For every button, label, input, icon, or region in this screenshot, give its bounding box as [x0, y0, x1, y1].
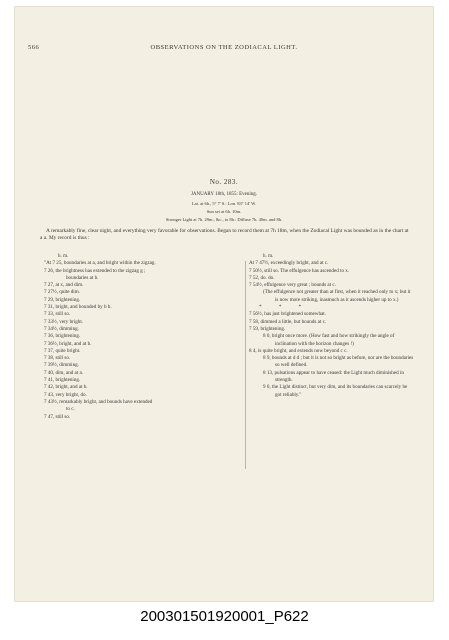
scan-identifier: 200301501920001_P622: [140, 608, 309, 625]
record-line: "At 7 25, boundaries at a, and bright within the zigzag.: [44, 260, 156, 267]
record-line: 7 37, quite bright.: [44, 347, 81, 354]
running-title: OBSERVATIONS ON THE ZODIACAL LIGHT.: [150, 44, 298, 51]
record-line: 7 27, at x, and dim.: [44, 282, 84, 289]
page-number: 566: [28, 44, 40, 51]
record-line: 7 26, the brightness has extended to the zigzag g ;: [44, 267, 146, 274]
record-line: (The effulgence not greater than at first, when it reached only to x; but it is now more striking, inasmuch as it ascends higher up to x.): [263, 289, 411, 303]
record-line: 7 47, still so.: [44, 413, 71, 420]
record-line: 7 43½, remarkably bright, and bounds have extended: [44, 398, 153, 405]
latitude-line: Lat. at 6h., 5° 7' S.: Lon. 83° 14' W.: [191, 201, 257, 206]
record-line: h. m.: [58, 253, 69, 259]
record-line: to c.: [66, 406, 75, 413]
record-line: 7 34½, dimming.: [44, 325, 79, 332]
record-line: h. m.: [263, 253, 274, 259]
record-line: 7 42, bright, and at b.: [44, 384, 88, 391]
record-line: 7 36, brightening.: [44, 333, 81, 340]
record-line: 7 59, brightening.: [249, 325, 286, 332]
record-line: 7 33½, very bright.: [44, 318, 84, 325]
record-line: 7 36½, bright, and at b.: [44, 340, 92, 347]
record-line: 7 52, do. do.: [249, 274, 275, 281]
record-line: 7 54½, effulgence very great ; bounds at c.: [249, 282, 336, 289]
record-line: 8 13, pulsations appear to have ceased: the Light much diminished in strength.: [263, 369, 404, 384]
record-line: 7 41, brightening.: [44, 377, 81, 384]
record-line: 8 9, bounds at d d ; but it is not so bright as before, nor are the boundaries so well defined.: [263, 355, 414, 369]
record-line: * * *: [259, 304, 310, 311]
intro-paragraph: A remarkably fine, clear night, and everything very favorable for observations. Began to record them at 7h 18m, when the Zodiacal Light was bounded as in the chart at a a. My record is thus :: [40, 228, 409, 242]
observation-number: No. 283.: [209, 178, 239, 186]
record-line: 7 31, bright, and bounded by b b.: [44, 304, 112, 311]
right-record-column: [249, 253, 414, 399]
record-line: 9 0, the Light distinct, but very dim, and its boundaries can scarcely be got reliably.": [263, 384, 408, 398]
record-line: 7 40, dim, and at a.: [44, 369, 84, 376]
record-line: 8 0, bright once more. (How fast and how strikingly the angle of inclination with the horizon changes !): [263, 333, 395, 347]
record-line: 7 43, very bright, do.: [44, 391, 87, 398]
record-line: At 7 47½, exceedingly bright, and at c.: [249, 260, 329, 267]
record-line: 7 38, still so.: [44, 355, 71, 362]
document-page: [14, 6, 434, 602]
record-line: 7 56½, has just brightened somewhat.: [249, 311, 326, 318]
record-line: 7 39½, dimming.: [44, 362, 79, 369]
sunset-line: Sun set at 6h. 10m.: [206, 209, 242, 214]
record-line: 7 27½, quite dim.: [44, 289, 80, 296]
record-line: 7 29, brightening.: [44, 296, 81, 303]
record-line: 8 4, is quite bright, and extends now beyond c c.: [249, 347, 348, 354]
record-line: 7 58, dimmed a little, but bounds at c.: [249, 318, 327, 325]
record-line: 7 33, still so.: [44, 311, 71, 318]
left-record-column: [44, 253, 240, 421]
column-divider: [245, 261, 246, 469]
observation-date: JANUARY 18th, 1855: Evening.: [190, 192, 258, 197]
record-line: boundaries at b.: [66, 274, 99, 281]
stronger-light-line: Stronger Light at 7h. 29m., &c., to 8h.: Diffuse 7h. 40m. and 8h.: [165, 217, 283, 222]
record-line: 7 50½, still so. The effulgence has ascended to x.: [249, 267, 350, 274]
